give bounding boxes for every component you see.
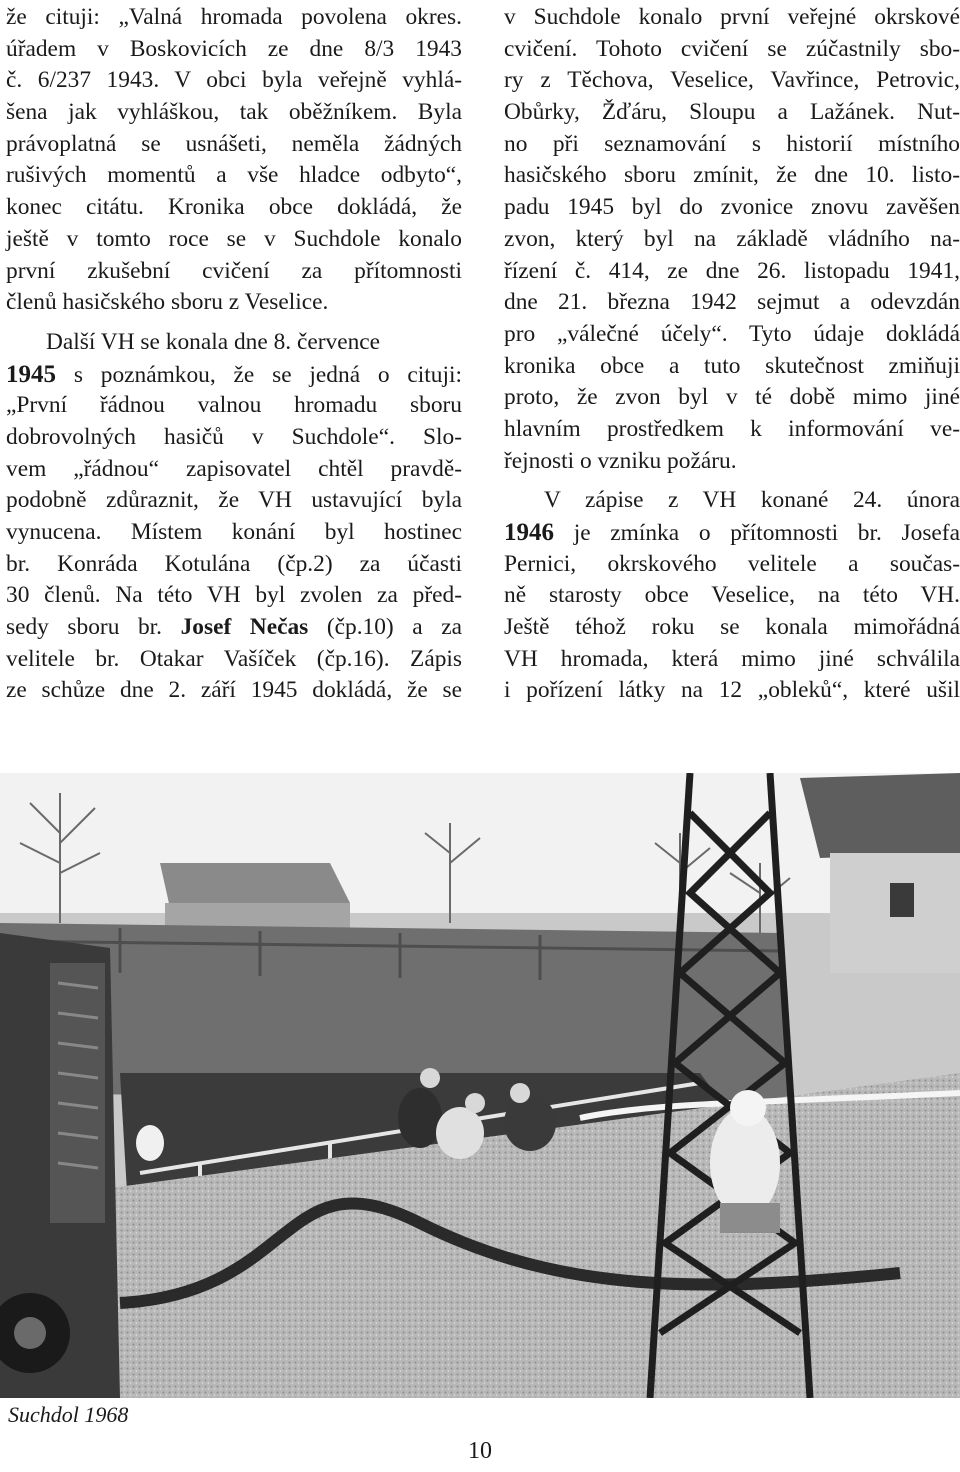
text-line: členů hasičského sboru z Veselice. <box>6 289 329 316</box>
barn-roof <box>160 863 350 908</box>
text-line: dne 21. března 1942 sejmut a odevzdán <box>504 289 960 316</box>
name-josef-necas: Josef Nečas <box>180 614 309 641</box>
text-line: i pořízení látky na 12 „obleků“, které ušil <box>504 677 960 704</box>
text-line: řízení č. 414, ze dne 26. listopadu 1941, <box>504 257 960 284</box>
text-line: cvičení. Tohoto cvičení se zúčastnily sbo- <box>504 35 960 62</box>
text-line: padu 1945 byl do zvonice znovu zavěšen <box>504 194 960 221</box>
text-line: č. 6/237 1943. V obci byla veřejně vyhlá- <box>6 67 462 94</box>
text-line: 1946 je zmínka o přítomnosti br. Josefa <box>504 519 960 546</box>
text-line: ze schůze dne 2. září 1945 dokládá, že se <box>6 677 462 704</box>
photo-caption: Suchdol 1968 <box>8 1402 129 1427</box>
text-line: VH hromada, která mimo jiné schválila <box>504 645 960 672</box>
text-line: ry z Těchova, Veselice, Vavřince, Petrovic, <box>504 67 960 94</box>
text-line: rušivých momentů a vše hladce odbyto“, <box>6 162 462 189</box>
text-line: Ještě téhož roku se konala mimořádná <box>504 614 960 641</box>
text-line: velitele br. Otakar Vašíček (čp.16). Zápis <box>6 645 462 672</box>
photo-illustration <box>0 773 960 1398</box>
text-line: Obůrky, Žďáru, Sloupu a Lažánek. Nut- <box>504 99 960 126</box>
text-line: vem „řádnou“ zapisovatel chtěl pravdě- <box>6 455 462 482</box>
text-line: pro „válečné účely“. Tyto údaje dokládá <box>504 320 960 347</box>
text-line: v Suchdole konalo první veřejné okrskové <box>504 4 960 30</box>
year-1945: 1945 <box>6 360 56 388</box>
text-line: šena jak vyhláškou, tak oběžníkem. Byla <box>6 99 462 126</box>
text-line: dobrovolných hasičů v Suchdole“. Slo- <box>6 423 462 450</box>
text-line: ně starosty obce Veselice, na této VH. <box>504 582 960 609</box>
text-line: řejnosti o vzniku požáru. <box>504 447 737 474</box>
text-line: vynucena. Místem konání byl hostinec <box>6 519 462 545</box>
text-line: 1945 s poznámkou, že se jedná o cituji: <box>6 360 462 388</box>
text-line: br. Konráda Kotulána (čp.2) za účasti <box>6 550 462 577</box>
text-line: V zápise z VH konané 24. února <box>544 487 960 514</box>
text-line: proto, že zvon byl v té době mimo jiné <box>504 384 960 411</box>
historic-photo <box>0 773 960 1398</box>
page-number: 10 <box>468 1438 492 1464</box>
house-roof <box>800 773 960 858</box>
text-line: zvon, který byl na základě vládního na- <box>504 225 960 252</box>
text-line: no při seznamování s historií místního <box>504 130 960 157</box>
text-line: úřadem v Boskovicích ze dne 8/3 1943 <box>6 35 462 62</box>
text-line: Další VH se konala dne 8. července <box>46 328 381 355</box>
text-line: právoplatná se usnášeti, neměla žádných <box>6 130 462 157</box>
year-1946: 1946 <box>504 519 554 546</box>
text-line: podobně zdůraznit, že VH ustavující byla <box>6 487 462 514</box>
text-column-left <box>6 2 462 707</box>
text-line: že cituji: „Valná hromada povolena okres. <box>6 4 462 30</box>
text-column-right <box>504 2 960 707</box>
text-line: „První řádnou valnou hromadu sboru <box>6 392 462 419</box>
text-line: kronika obce a tuto skutečnost zmiňuji <box>504 352 960 379</box>
text-line: konec citátu. Kronika obce dokládá, že <box>6 194 462 221</box>
text-line: první zkušební cvičení za přítomnosti <box>6 257 462 284</box>
text-line: ještě v tomto roce se v Suchdole konalo <box>6 225 462 252</box>
text-line: 30 členů. Na této VH byl zvolen za před- <box>6 582 462 609</box>
text-line: Pernici, okrskového velitele a součas- <box>504 550 960 577</box>
text-line: sedy sboru br. Josef Nečas (čp.10) a za <box>6 614 462 641</box>
text-line: hlavním prostředkem k informování ve- <box>504 415 960 442</box>
text-line: hasičského sboru zmínit, že dne 10. listo- <box>504 162 960 189</box>
